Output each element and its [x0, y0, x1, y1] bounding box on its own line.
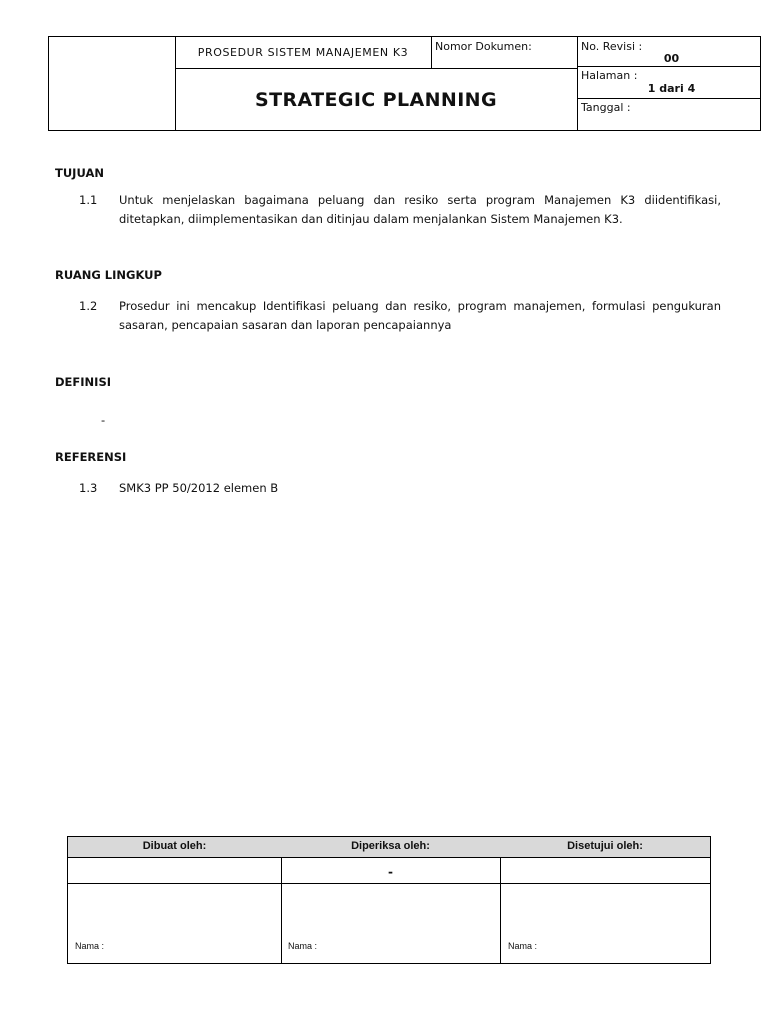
nama-label-disetujui: Nama :: [508, 941, 538, 951]
section-text-tujuan: Untuk menjelaskan bagaimana peluang dan resiko serta program Manajemen K3 diidentifikasi, ditetapkan, diimplementasikan dan ditinjau dalam menjalankan Sistem Manajemen K3.: [119, 193, 721, 226]
section-heading-ruang-lingkup: RUANG LINGKUP: [55, 268, 162, 282]
procedure-title: PROSEDUR SISTEM MANAJEMEN K3: [197, 46, 409, 59]
diperiksa-dash: -: [388, 865, 393, 879]
diperiksa-oleh-heading: Diperiksa oleh:: [351, 840, 430, 852]
dibuat-oleh-heading: Dibuat oleh:: [142, 840, 207, 852]
section-heading-referensi: REFERENSI: [55, 450, 127, 464]
nama-label-dibuat: Nama :: [75, 941, 105, 951]
section-text-referensi: SMK3 PP 50/2012 elemen B: [119, 481, 279, 495]
document-title: STRATEGIC PLANNING: [255, 89, 497, 111]
halaman-value: 1 dari 4: [647, 82, 696, 95]
no-revisi-value: 00: [663, 52, 680, 65]
no-revisi-label: No. Revisi :: [581, 40, 643, 53]
nama-label-diperiksa: Nama :: [288, 941, 318, 951]
document-header-table: [48, 36, 761, 131]
tanggal-label: Tanggal :: [581, 101, 631, 114]
halaman-label: Halaman :: [581, 69, 638, 82]
signature-table: [67, 836, 711, 964]
section-number: 1.1: [79, 193, 98, 207]
nomor-dokumen-label: Nomor Dokumen:: [435, 40, 532, 53]
disetujui-oleh-heading: Disetujui oleh:: [567, 840, 643, 852]
section-number: 1.3: [79, 481, 98, 495]
section-text-ruang-lingkup: Prosedur ini mencakup Identifikasi peluang dan resiko, program manajemen, formulasi pengukuran sasaran, pencapaian sasaran dan laporan pencapaiannya: [119, 299, 721, 332]
section-heading-tujuan: TUJUAN: [55, 166, 104, 180]
logo-cell: [49, 37, 175, 130]
definisi-dash: -: [101, 413, 106, 427]
section-number: 1.2: [79, 299, 98, 313]
section-heading-definisi: DEFINISI: [55, 375, 112, 389]
